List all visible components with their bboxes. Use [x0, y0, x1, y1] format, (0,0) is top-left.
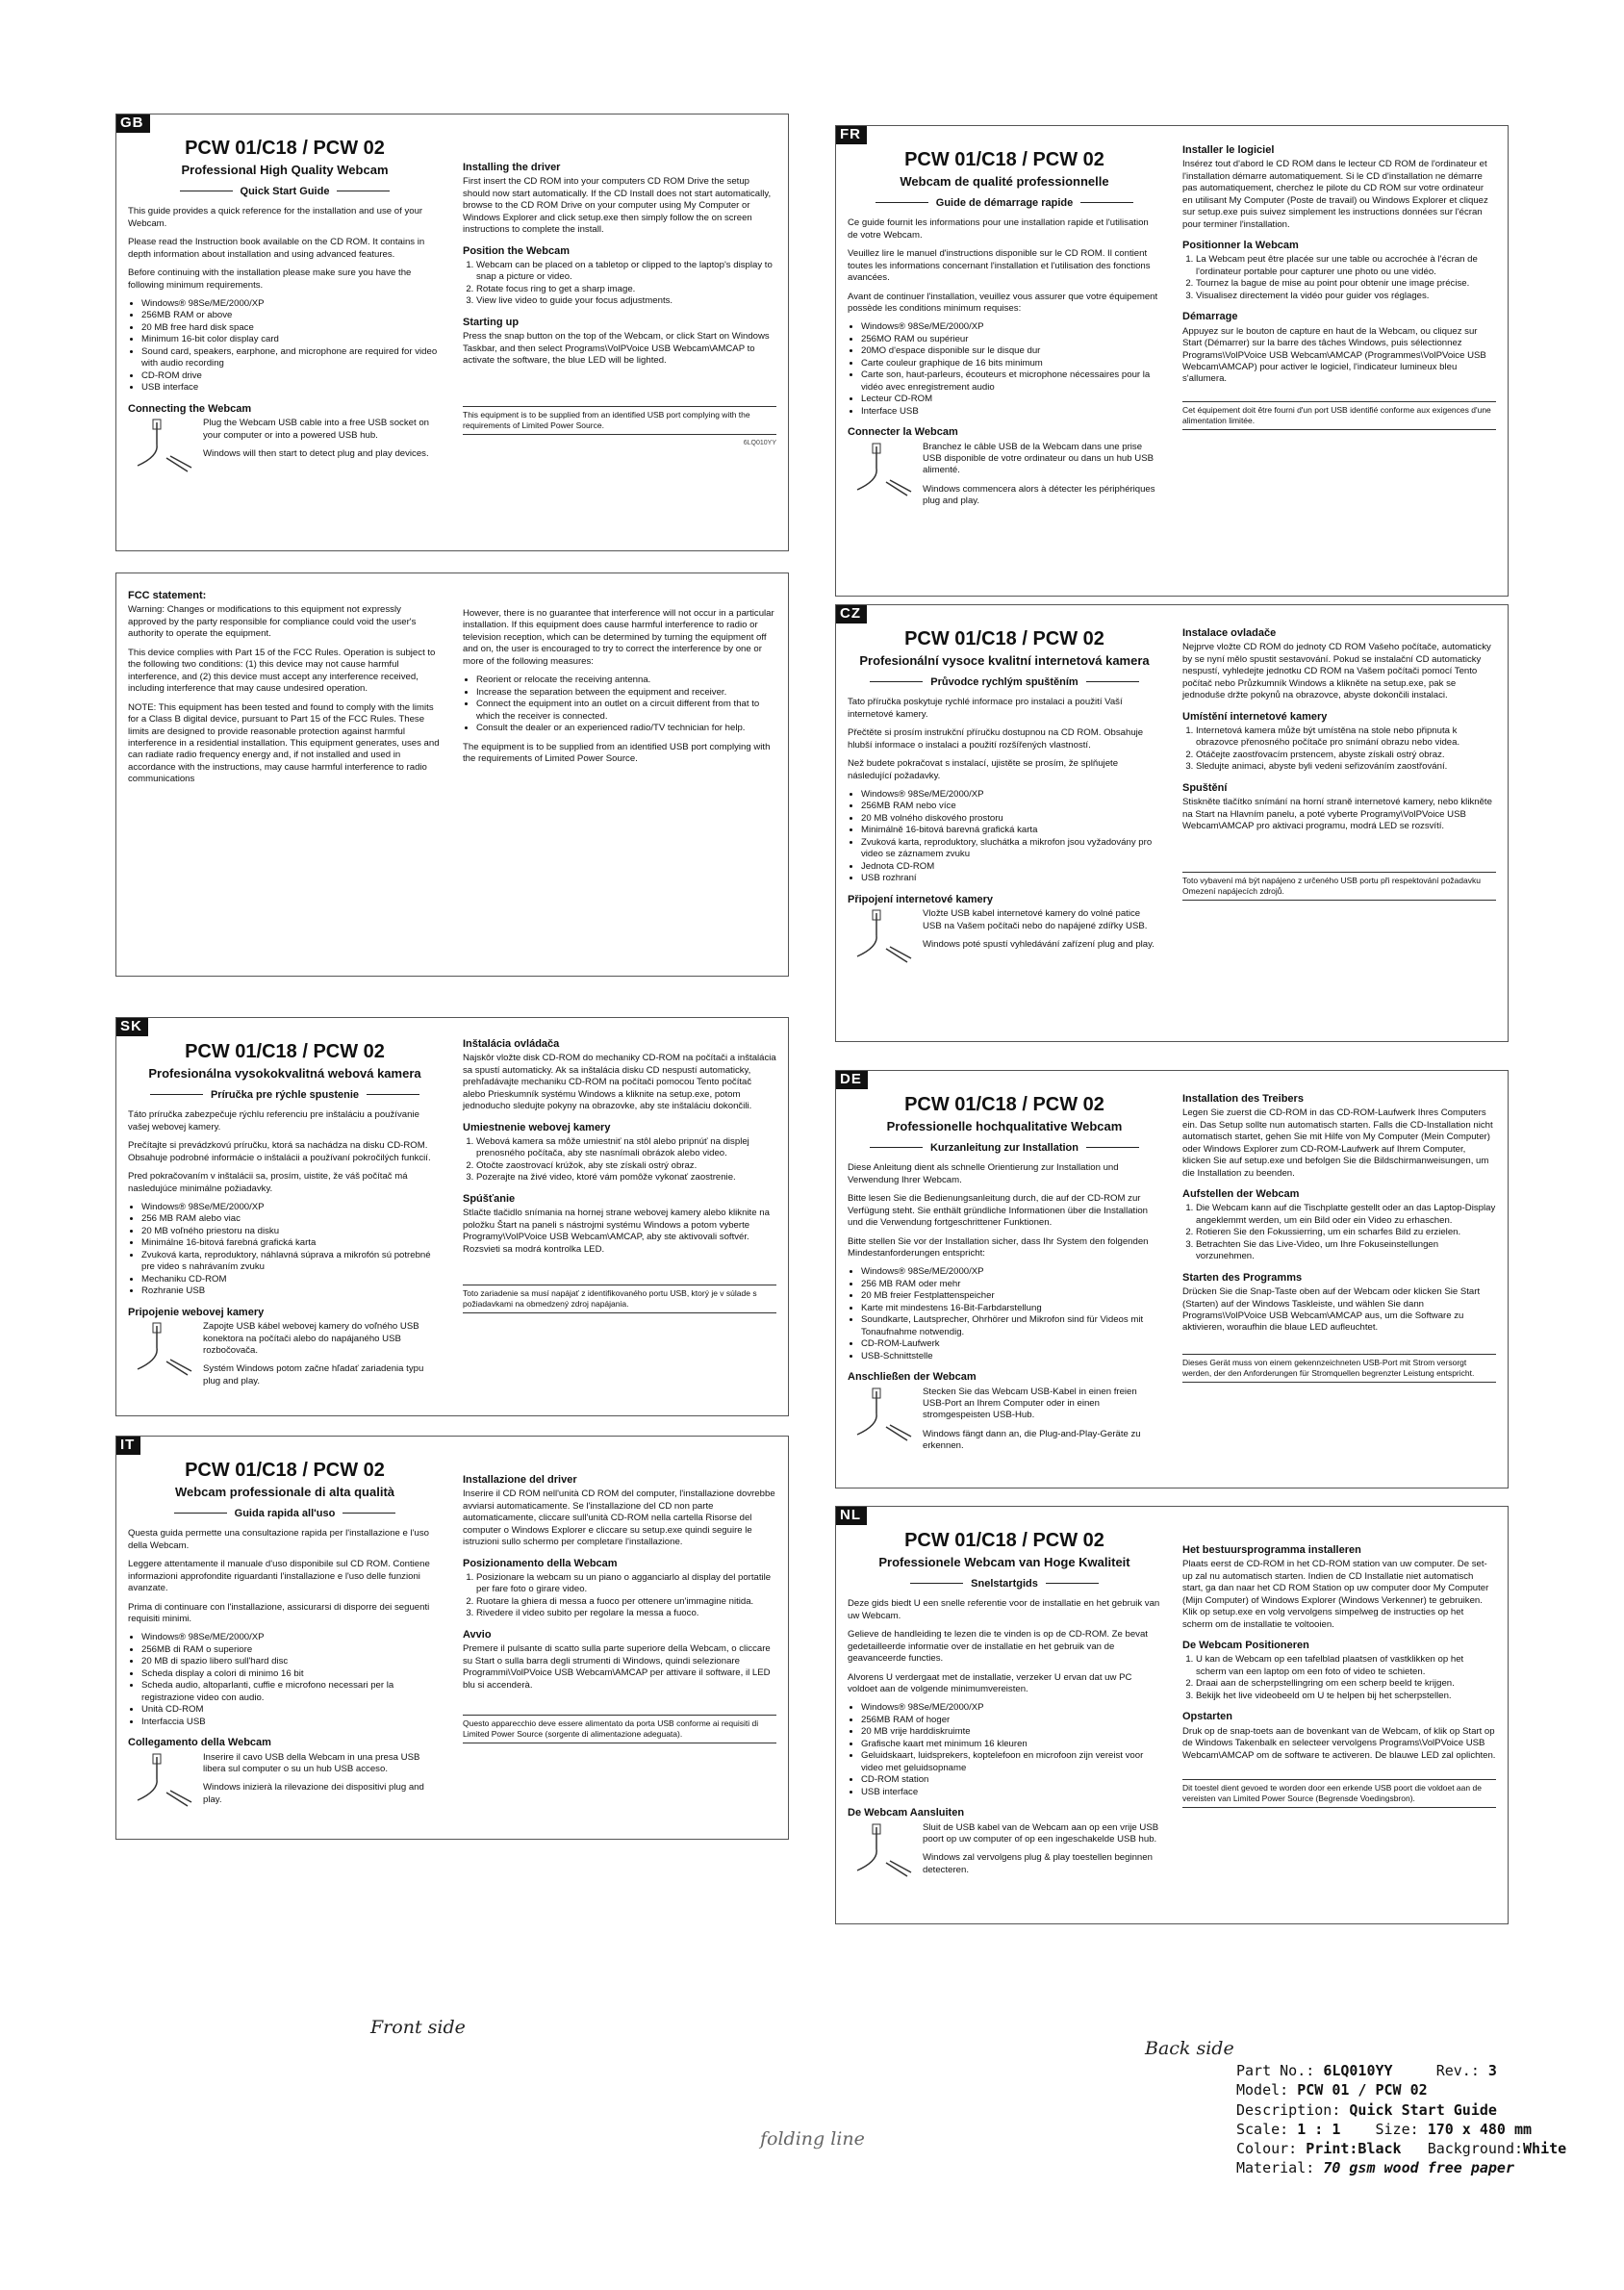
requirements-list — [848, 1266, 1161, 1362]
start-text: Stlačte tlačidlo snímania na hornej strane webovej kamery alebo kliknite na položku Štart na paneli s nástrojmi systému Windows a potom vyberte Programy\VolPVoice USB Webcam\AMCAP, aby ste aktivovali softvér. Rozsvieti sa modrá kontrolka LED. — [463, 1208, 770, 1255]
list-item: • Windows® 98Se/ME/2000/XP — [141, 1632, 442, 1643]
intro-2: Přečtěte si prosím instrukční příručku dostupnou na CD ROM. Obsahuje hlubší informace o instalaci a použití rozšířených vlastností. — [848, 727, 1144, 751]
list-item: • Zvuková karta, reproduktory, náhlavná súprava a mikrofón sú potrebné pre video s nahrávaním zvuku — [141, 1250, 442, 1274]
list-item: • Windows® 98Se/ME/2000/XP — [861, 1702, 1161, 1714]
connect-text-2: Systém Windows potom začne hľadať zariadenia typu plug and play. — [203, 1363, 424, 1387]
list-item: 2. Tournez la bague de mise au point pour obtenir une image précise. — [1196, 278, 1496, 290]
intro-3: Prima di continuare con l'installazione, assicurarsi di disporre dei seguenti requisiti minimi. — [128, 1601, 430, 1624]
folding-line-label: folding line — [760, 2128, 865, 2150]
col-left — [128, 1026, 442, 1408]
list-item: 3. View live video to guide your focus adjustments. — [476, 295, 776, 307]
list-item: • Windows® 98Se/ME/2000/XP — [861, 1266, 1161, 1278]
list-item: • 256MO RAM ou supérieur — [861, 334, 1161, 345]
usb-power-note: Dit toestel dient gevoed te worden door een erkende USB poort die voldoet aan de vereisten van Limited Power Source (Begrensde Voedingsbron). — [1182, 1779, 1496, 1808]
col-left — [848, 613, 1161, 1033]
list-item: • USB-Schnittstelle — [861, 1351, 1161, 1362]
guide-heading: Guide de démarrage rapide — [848, 196, 1161, 210]
fcc-compliance: This device complies with Part 15 of the FCC Rules. Operation is subject to the following two conditions: (1) this device may not cause harmful interference, and (2) this device must accept any interference received, including interference that may cause undesired operation. — [128, 647, 436, 695]
page-title: PCW 01/C18 / PCW 02 — [185, 1041, 385, 1062]
list-item: • Minimálně 16-bitová barevná grafická karta — [861, 825, 1161, 836]
usb-cable-icon — [848, 442, 915, 499]
connect-text-2: Windows inizierà la rilevazione dei dispositivi plug and play. — [203, 1782, 424, 1805]
intro-1: Diese Anleitung dient als schnelle Orientierung zur Installation und Verwendung Ihrer Webcam. — [848, 1162, 1119, 1185]
list-item: • Grafische kaart met minimum 16 kleuren — [861, 1739, 1161, 1750]
list-item: 1. Webová kamera sa môže umiestniť na stôl alebo pripnúť na displej prenosného počítača, aby ste nasnímali obrázok alebo video. — [476, 1136, 776, 1160]
list-item: • 20MO d'espace disponible sur le disque dur — [861, 345, 1161, 357]
usb-power-note: Toto zariadenie sa musí napájať z identifikovaného portu USB, ktorý je v súlade s požiadavkami na obmedzený zdroj napájania. — [463, 1285, 776, 1313]
list-item: • 256 MB RAM alebo viac — [141, 1213, 442, 1225]
list-item: 3. Pozerajte na živé video, ktoré vám pomôže vykonať zaostrenie. — [476, 1172, 776, 1183]
connect-text: Inserire il cavo USB della Webcam in una presa USB libera sul computer o su un hub USB acceso. — [203, 1751, 420, 1774]
intro-2: Bitte lesen Sie die Bedienungsanleitung durch, die auf der CD-ROM zur Verfügung steht. Sie enthält gründliche Informationen über die Installation und die Verwendung fortgeschrittener Funktionen. — [848, 1193, 1149, 1229]
connect-block — [128, 1752, 442, 1814]
connect-text: Vložte USB kabel internetové kamery do volné patice USB na Vašem počítači nebo do napájené zdířky USB. — [923, 908, 1148, 931]
scale-value: 1 : 1 — [1297, 2120, 1341, 2138]
subtitle: Webcam de qualité professionnelle — [900, 174, 1109, 189]
list-item: • Windows® 98Se/ME/2000/XP — [861, 789, 1161, 801]
install-text: Insérez tout d'abord le CD ROM dans le lecteur CD ROM de l'ordinateur et l'installation démarre automatiquement. Si le CD d'installation ne démarre pas automatiquement, cherchez le pilote du CD ROM sur votre ordinateur en utilisant My Computer (Poste de travail) ou Windows Explorer et cliquez sur setup.exe puis suivez simplement les instructions données sur l'écran pour terminer l'installation. — [1182, 159, 1488, 230]
panel-fcc — [115, 572, 789, 977]
col-right — [1182, 613, 1496, 1033]
install-text: Nejprve vložte CD ROM do jednoty CD ROM Vašeho počítače, automaticky by se nyní mělo spustit sestavování. Pokud se instalační CD automaticky nespustí, vyhledejte jednotku CD ROM na Vašem počítači pomocí Tento počítač nebo Průzkumník Windows a klikněte na setup.exe, pak se jednoduše držte pokynů na obrazovce, abyste dokončili instalaci. — [1182, 642, 1491, 701]
position-list — [463, 1136, 776, 1184]
position-list — [463, 1572, 776, 1620]
intro-1: Deze gids biedt U een snelle referentie voor de installatie en het gebruik van uw Webcam. — [848, 1598, 1160, 1621]
list-item: 1. La Webcam peut être placée sur une table ou accrochée à l'écran de l'ordinateur portable pour capturer une photo ou une vidéo. — [1196, 254, 1496, 278]
fcc-warning: Warning: Changes or modifications to this equipment not expressly approved by the party responsible for compliance could void the user's authority to operate the equipment. — [128, 604, 417, 640]
spec-row-scale — [1236, 2120, 1566, 2139]
connect-text-2: Windows zal vervolgens plug & play toestellen beginnen detecteren. — [923, 1852, 1153, 1875]
position-list — [463, 260, 776, 308]
list-item: • Consult the dealer or an experienced radio/TV technician for help. — [476, 723, 776, 734]
connect-block — [848, 442, 1161, 515]
model-value: PCW 01 / PCW 02 — [1297, 2081, 1428, 2099]
list-item: 1. U kan de Webcam op een tafelblad plaatsen of vastklikken op het scherm van een laptop om een foto of video te schieten. — [1196, 1654, 1496, 1678]
list-item: • Unità CD-ROM — [141, 1704, 442, 1716]
section-heading: FCC statement: — [128, 590, 207, 601]
list-item: • 20 MB freier Festplattenspeicher — [861, 1290, 1161, 1302]
install-text: Legen Sie zuerst die CD-ROM in das CD-ROM-Laufwerk Ihres Computers ein. Das Setup sollte nun automatisch starten. Falls die CD-Installation nicht automatisch startet, gehen Sie mit Hilfe von My Computer (Mein Computer) oder Windows Explorer zum CD-ROM-Laufwerk auf Ihrem Computer, klicken Sie auf setup.exe und befolgen Sie die Bildschirmanweisungen, um die Installation zu beenden. — [1182, 1107, 1493, 1179]
panel-sk — [115, 1017, 789, 1416]
section-heading: Démarrage — [1182, 311, 1238, 323]
guide-heading: Príručka pre rýchle spustenie — [128, 1088, 442, 1102]
subtitle: Profesionální vysoce kvalitní internetová kamera — [859, 653, 1150, 668]
intro-2: Leggere attentamente il manuale d'uso disponibile sul CD ROM. Contiene informazioni approfondite riguardanti l'installazione e l'uso delle funzioni avanzate. — [128, 1559, 430, 1594]
fcc-note: NOTE: This equipment has been tested and found to comply with the limits for a Class B digital device, pursuant to Part 15 of the FCC Rules. These limits are designed to provide reasonable protection against harmful interference in a residential installation. This equipment generates, uses and can radiate radio frequency energy and, if not installed and used in accordance with the instructions, may cause harmful interference to radio communications — [128, 701, 440, 785]
desc-value: Quick Start Guide — [1349, 2100, 1497, 2119]
install-text: Najskôr vložte disk CD-ROM do mechaniky CD-ROM na počítači a inštalácia sa spustí automaticky. Ak sa inštalácia disku CD nespustí automaticky, prehľadávajte mechaniku CD-ROM na počítači pomocou Tento počítač alebo Prieskumník systému Windows a kliknite na setup.exe, potom jednoducho sledujte pokyny na obrazovke, aby ste inštaláciu dokončili. — [463, 1053, 776, 1112]
col-left — [128, 1444, 442, 1831]
spec-row-part — [1236, 2061, 1566, 2080]
col-left — [848, 134, 1161, 588]
list-item: • Geluidskaart, luidsprekers, koptelefoon en microfoon zijn vereist voor video met geluidsopname — [861, 1750, 1161, 1774]
col-right — [1182, 1514, 1496, 1916]
section-heading: Het bestuursprogramma installeren — [1182, 1544, 1361, 1556]
panel-de — [835, 1070, 1509, 1488]
list-item: 1. Internetová kamera může být umístěna na stole nebo připnuta k obrazovce přenosného počítače pro snímání obrazu nebo videa. — [1196, 725, 1496, 750]
col-right — [463, 122, 776, 543]
page-title: PCW 01/C18 / PCW 02 — [904, 1094, 1104, 1115]
section-heading: Starten des Programms — [1182, 1271, 1303, 1284]
list-item: • Sound card, speakers, earphone, and microphone are required for video with audio recording — [141, 346, 442, 370]
intro-1: Questa guida permette una consultazione rapida per l'installazione e l'uso della Webcam. — [128, 1528, 429, 1551]
intro-3: Before continuing with the installation please make sure you have the following minimum requirements. — [128, 267, 412, 291]
list-item: 2. Rotate focus ring to get a sharp image. — [476, 284, 776, 295]
section-heading: Připojení internetové kamery — [848, 893, 993, 905]
usb-power-note: Cet équipement doit être fourni d'un port USB identifié conforme aux exigences d'une alimentation limitée. — [1182, 401, 1496, 430]
lang-badge: DE — [835, 1070, 868, 1089]
intro-1: This guide provides a quick reference for the installation and use of your Webcam. — [128, 206, 423, 229]
section-heading: Inštalácia ovládača — [463, 1038, 560, 1050]
section-heading: Anschließen der Webcam — [848, 1371, 977, 1384]
usb-cable-icon — [128, 418, 195, 475]
connect-text-2: Windows commencera alors à détecter les périphériques plug and play. — [923, 483, 1155, 507]
section-heading: Umístění internetové kamery — [1182, 710, 1328, 723]
connect-text-2: Windows poté spustí vyhledávání zařízení plug and play. — [923, 938, 1155, 950]
connect-block — [128, 1321, 442, 1394]
back-side-label: Back side — [1145, 2038, 1234, 2059]
list-item: 3. Sledujte animaci, abyste byli vedeni seřizováním zaostřování. — [1196, 761, 1496, 773]
page-title: PCW 01/C18 / PCW 02 — [904, 1530, 1104, 1551]
col-left — [128, 581, 442, 968]
section-heading: Posizionamento della Webcam — [463, 1557, 618, 1569]
usb-cable-icon — [128, 1752, 195, 1810]
list-item: 2. Ruotare la ghiera di messa a fuoco per ottenere un'immagine nitida. — [476, 1596, 776, 1608]
list-item: • Interface USB — [861, 406, 1161, 418]
list-item: • Minimálne 16-bitová farebná grafická karta — [141, 1237, 442, 1249]
intro-2: Prečítajte si prevádzkovú príručku, ktorá sa nachádza na disku CD-ROM. Obsahuje podrobné informácie o inštalácii a používaní pokročilých funkcií. — [128, 1140, 431, 1163]
usb-cable-icon — [128, 1321, 195, 1379]
section-heading: Collegamento della Webcam — [128, 1737, 271, 1749]
list-item: 3. Bekijk het live videobeeld om U te helpen bij het scherpstellen. — [1196, 1691, 1496, 1702]
intro-3: Avant de continuer l'installation, veuillez vous assurer que votre équipement possède les conditions minimum requises: — [848, 291, 1158, 314]
start-text: Premere il pulsante di scatto sulla parte superiore della Webcam, o cliccare su Start o sulla barra degli strumenti di Windows, quindi selezionare Programmi\VolPVoice USB Webcam\AMCAP per attivare il software, il LED blu si accenderà. — [463, 1643, 771, 1691]
requirements-list — [848, 321, 1161, 418]
scale-label: Scale: — [1236, 2120, 1289, 2138]
list-item: • USB rozhraní — [861, 873, 1161, 884]
usb-power-note: This equipment is to be supplied from an identified USB port complying with the requirements of Limited Power Source. — [463, 406, 776, 435]
fcc-guarantee: However, there is no guarantee that interference will not occur in a particular installation. If this equipment does cause harmful interference to radio or television reception, which can be determined by turning the equipment off and on, the user is encouraged to try to correct the interference by one or more of the following measures: — [463, 608, 774, 667]
section-heading: Position the Webcam — [463, 244, 571, 257]
part-value: 6LQ010YY — [1323, 2062, 1393, 2079]
list-item: 2. Rotieren Sie den Fokussierring, um ein scharfes Bild zu erzielen. — [1196, 1227, 1496, 1238]
desc-label: Description: — [1236, 2100, 1341, 2119]
size-label: Size: — [1375, 2120, 1419, 2138]
section-heading: Umiestnenie webovej kamery — [463, 1121, 611, 1133]
spec-row-material — [1236, 2158, 1566, 2177]
colour-label: Colour: — [1236, 2140, 1298, 2157]
list-item: • Rozhranie USB — [141, 1285, 442, 1297]
list-item: 2. Otáčejte zaostřovacím prstencem, abyste získali ostrý obraz. — [1196, 750, 1496, 761]
start-text: Druk op de snap-toets aan de bovenkant van de Webcam, of klik op Start op de Windows Takenbalk en selecteer vervolgens Programs\VolPVoice USB Webcam\AMCAP om de software te activeren. De blauwe LED zal oplichten. — [1182, 1725, 1496, 1761]
spec-row-model — [1236, 2080, 1566, 2099]
section-heading: Spúšťanie — [463, 1192, 516, 1205]
list-item: • 20 MB volného diskového prostoru — [861, 813, 1161, 825]
section-heading: Opstarten — [1182, 1711, 1232, 1723]
list-item: • CD-ROM drive — [141, 370, 442, 382]
connect-block — [848, 908, 1161, 966]
list-item: • 20 MB voľného priestoru na disku — [141, 1226, 442, 1237]
background-label: Background: — [1427, 2140, 1524, 2157]
section-heading: De Webcam Aansluiten — [848, 1807, 965, 1819]
intro-3: Bitte stellen Sie vor der Installation sicher, dass Ihr System den folgenden Mindestanforderungen entspricht: — [848, 1235, 1149, 1259]
subtitle: Profesionálna vysokokvalitná webová kamera — [148, 1066, 421, 1081]
section-heading: Avvio — [463, 1628, 492, 1641]
intro-3: Pred pokračovaním v inštalácii sa, prosím, uistite, že váš počítač má nasledujúce minimálne požiadavky. — [128, 1171, 408, 1194]
intro-1: Táto príručka zabezpečuje rýchlu referenciu pre inštaláciu a používanie vašej webovej kamery. — [128, 1109, 419, 1132]
page-title: PCW 01/C18 / PCW 02 — [904, 628, 1104, 649]
connect-text: Branchez le câble USB de la Webcam dans une prise USB disponible de votre ordinateur ou dans un hub USB alimenté. — [923, 441, 1154, 476]
lang-badge: SK — [115, 1017, 148, 1036]
list-item: 3. Visualisez directement la vidéo pour guider vos réglages. — [1196, 291, 1496, 302]
section-heading: Instalace ovladače — [1182, 627, 1277, 639]
page-title: PCW 01/C18 / PCW 02 — [185, 1460, 385, 1481]
connect-block — [848, 1822, 1161, 1884]
lang-badge: FR — [835, 125, 867, 144]
col-right — [1182, 134, 1496, 588]
guide-heading: Snelstartgids — [848, 1577, 1161, 1590]
list-item: • Scheda display a colori di minimo 16 bit — [141, 1668, 442, 1680]
usb-cable-icon — [848, 1822, 915, 1880]
section-heading: Installation des Treibers — [1182, 1093, 1304, 1105]
lang-badge: GB — [115, 114, 150, 133]
list-item: • CD-ROM-Laufwerk — [861, 1338, 1161, 1350]
fcc-measures — [463, 674, 776, 734]
list-item: • 20 MB free hard disk space — [141, 322, 442, 334]
requirements-list — [848, 789, 1161, 885]
guide-heading: Guida rapida all'uso — [128, 1507, 442, 1520]
usb-power-note: Questo apparecchio deve essere alimentato da porta USB conforme ai requisiti di Limited Power Source (sorgente di alimentazione adeguata). — [463, 1715, 776, 1743]
panel-gb — [115, 114, 789, 551]
list-item: • Minimum 16-bit color display card — [141, 334, 442, 345]
subtitle: Professionele Webcam van Hoge Kwaliteit — [878, 1555, 1130, 1569]
col-left — [848, 1079, 1161, 1480]
col-right — [463, 581, 776, 968]
panel-nl — [835, 1506, 1509, 1924]
section-heading: Pripojenie webovej kamery — [128, 1306, 265, 1318]
lang-badge: IT — [115, 1436, 140, 1455]
col-right — [463, 1026, 776, 1408]
col-right — [1182, 1079, 1496, 1480]
part-label: Part No.: — [1236, 2062, 1315, 2079]
section-heading: De Webcam Positioneren — [1182, 1640, 1309, 1652]
guide-heading: Průvodce rychlým spuštěním — [848, 675, 1161, 689]
list-item: • 256MB RAM of hoger — [861, 1715, 1161, 1726]
connect-text-2: Windows will then start to detect plug and play devices. — [203, 447, 429, 459]
list-item: • Increase the separation between the equipment and receiver. — [476, 687, 776, 699]
panel-fr — [835, 125, 1509, 597]
list-item: • Carte son, haut-parleurs, écouteurs et microphone nécessaires pour la vidéo avec enregistrement audio — [861, 369, 1161, 394]
start-text: Press the snap button on the top of the Webcam, or click Start on Windows Taskbar, and then select Programs\VolPVoice USB Webcam\AMCAP to activate the software, the blue LED will be lighted. — [463, 331, 770, 367]
position-list — [1182, 1203, 1496, 1262]
list-item: • 20 MB di spazio libero sull'hard disc — [141, 1656, 442, 1667]
list-item: • Carte couleur graphique de 16 bits minimum — [861, 358, 1161, 369]
list-item: • 256MB RAM nebo více — [861, 801, 1161, 812]
requirements-list — [128, 1202, 442, 1298]
section-heading: Starting up — [463, 316, 520, 328]
connect-text: Stecken Sie das Webcam USB-Kabel in einen freien USB-Port an Ihrem Computer oder in einen stromgespeisten USB-Hub. — [923, 1386, 1137, 1421]
section-heading: Positionner la Webcam — [1182, 240, 1299, 252]
material-value: 70 gsm wood free paper — [1323, 2159, 1514, 2177]
spec-block — [1236, 2061, 1566, 2178]
usb-power-note: Toto vybavení má být napájeno z určeného USB portu při respektování požadavku Omezení napájecích zdrojů. — [1182, 872, 1496, 901]
connect-text: Sluit de USB kabel van de Webcam aan op een vrije USB poort op uw computer of op een ingeschakelde USB hub. — [923, 1821, 1159, 1845]
list-item: • 20 MB vrije harddiskruimte — [861, 1726, 1161, 1738]
list-item: • Zvuková karta, reproduktory, sluchátka a mikrofon jsou vyžadovány pro video se záznamem zvuku — [861, 837, 1161, 861]
requirements-list — [848, 1702, 1161, 1798]
intro-3: Alvorens U verdergaat met de installatie, verzeker U ervan dat uw PC voldoet aan de volgende minimumvereisten. — [848, 1671, 1132, 1694]
list-item: 1. Posizionare la webcam su un piano o agganciarlo al display del portatile per fare foto o girare video. — [476, 1572, 776, 1596]
requirements-list — [128, 1632, 442, 1728]
subtitle: Professionelle hochqualitative Webcam — [886, 1119, 1123, 1133]
list-item: 1. Webcam can be placed on a tabletop or clipped to the laptop's display to snap a picture or video. — [476, 260, 776, 284]
list-item: • Reorient or relocate the receiving antenna. — [476, 674, 776, 686]
list-item: • Windows® 98Se/ME/2000/XP — [141, 1202, 442, 1213]
start-text: Stiskněte tlačítko snímání na horní straně internetové kamery, nebo klikněte na Start na Hlavním panelu, a poté vyberte Programy\VolPVoice USB Webcam\AMCAP pro aktivaci programu, modrá LED se rozsvítí. — [1182, 797, 1492, 832]
intro-1: Ce guide fournit les informations pour une installation rapide et l'utilisation de votre Webcam. — [848, 217, 1149, 241]
section-heading: Connecting the Webcam — [128, 402, 252, 415]
spec-row-colour — [1236, 2139, 1566, 2158]
connect-text: Zapojte USB kábel webovej kamery do voľného USB konektora na počítači alebo do napájaného USB rozbočovača. — [203, 1321, 419, 1356]
list-item: • Interfaccia USB — [141, 1717, 442, 1728]
intro-3: Než budete pokračovat s instalací, ujistěte se prosím, že splňujete následující požadavky. — [848, 758, 1119, 781]
rev-value: 3 — [1487, 2062, 1497, 2079]
page-title: PCW 01/C18 / PCW 02 — [904, 149, 1104, 170]
intro-2: Please read the Instruction book available on the CD ROM. It contains in depth information about installation and using advanced features. — [128, 237, 425, 260]
usb-cable-icon — [848, 1387, 915, 1444]
lang-badge: CZ — [835, 604, 867, 623]
list-item: 2. Otočte zaostrovací krúžok, aby ste získali ostrý obraz. — [476, 1160, 776, 1172]
section-heading: Installer le logiciel — [1182, 144, 1275, 156]
list-item: 3. Rivedere il video subito per regolare la messa a fuoco. — [476, 1608, 776, 1619]
col-right — [463, 1444, 776, 1831]
start-text: Drücken Sie die Snap-Taste oben auf der Webcam oder klicken Sie Start (Starten) auf der Windows Taskleiste, und wählen Sie dann Programs\VolPVoice USB Webcam\AMCAP aus, um die Software zu aktivieren, woraufhin die blaue LED aufleuchtet. — [1182, 1286, 1481, 1334]
section-heading: Installazione del driver — [463, 1474, 577, 1486]
col-left — [128, 122, 442, 543]
colour-value: Print:Black — [1306, 2140, 1402, 2157]
list-item: • Windows® 98Se/ME/2000/XP — [141, 298, 442, 310]
connect-block — [848, 1387, 1161, 1460]
page-title: PCW 01/C18 / PCW 02 — [185, 138, 385, 159]
lang-badge: NL — [835, 1506, 867, 1525]
list-item: • Scheda audio, altoparlanti, cuffie e microfono necessari per la registrazione video con audio. — [141, 1680, 442, 1704]
list-item: 1. Die Webcam kann auf die Tischplatte gestellt oder an das Laptop-Display angeklemmt werden, um ein Bild oder ein Video zu erhaschen. — [1196, 1203, 1496, 1227]
list-item: • Mechaniku CD-ROM — [141, 1274, 442, 1285]
fcc-power: The equipment is to be supplied from an identified USB port complying with the requirements of Limited Power Source. — [463, 741, 771, 765]
front-side-label: Front side — [370, 2017, 466, 2038]
panel-it — [115, 1436, 789, 1840]
usb-cable-icon — [848, 908, 915, 966]
list-item: 3. Betrachten Sie das Live-Video, um Ihre Fokuseinstellungen vorzunehmen. — [1196, 1239, 1496, 1263]
usb-power-note: Dieses Gerät muss von einem gekennzeichneten USB-Port mit Strom versorgt werden, der den Anforderungen für Stromquellen begrenzter Leistung entspricht. — [1182, 1354, 1496, 1383]
position-list — [1182, 254, 1496, 302]
install-text: Plaats eerst de CD-ROM in het CD-ROM station van uw computer. De set-up zal nu automatisch starten. Indien de CD Installatie niet automatisch start, ga dan naar het CD ROM Station op uw computer door My Computer (Mijn Computer) of Windows Explorer (Windows Verkenner) te gebruiken. Klik op setup.exe en volg vervolgens simpelweg de instructies op het scherm om de installatie te voltooien. — [1182, 1559, 1489, 1630]
list-item: 2. Draai aan de scherpstellingring om een scherp beeld te krijgen. — [1196, 1678, 1496, 1690]
install-text: First insert the CD ROM into your computers CD ROM Drive the setup should now start automatically. If the CD Install does not start automatically, browse to the CD ROM Drive on your computer using My Computer or Windows Explorer and click setup.exe then simply follow the on screen instructions to complete the install. — [463, 176, 772, 236]
section-heading: Connecter la Webcam — [848, 426, 958, 439]
list-item: • Jednota CD-ROM — [861, 861, 1161, 873]
position-list — [1182, 725, 1496, 774]
list-item: • 256 MB RAM oder mehr — [861, 1279, 1161, 1290]
list-item: • Connect the equipment into an outlet on a circuit different from that to which the receiver is connected. — [476, 699, 776, 723]
size-value: 170 x 480 mm — [1427, 2120, 1533, 2138]
panel-cz — [835, 604, 1509, 1042]
list-item: • Soundkarte, Lautsprecher, Ohrhörer und Mikrofon sind für Videos mit Tonaufnahme notwendig. — [861, 1314, 1161, 1338]
section-heading: Aufstellen der Webcam — [1182, 1188, 1300, 1201]
section-heading: Installing the driver — [463, 162, 561, 173]
list-item: • Karte mit mindestens 16-Bit-Farbdarstellung — [861, 1303, 1161, 1314]
list-item: • CD-ROM station — [861, 1774, 1161, 1786]
background-value: White — [1523, 2140, 1567, 2157]
intro-2: Veuillez lire le manuel d'instructions disponible sur le CD ROM. Il contient toutes les informations concernant l'installation et l'utilisation des fonctions avancées. — [848, 248, 1151, 284]
section-heading: Spuštění — [1182, 781, 1228, 794]
material-label: Material: — [1236, 2159, 1315, 2177]
position-list — [1182, 1654, 1496, 1702]
intro-1: Tato příručka poskytuje rychlé informace pro instalaci a použití Vaší internetové kamery. — [848, 697, 1123, 720]
subtitle: Webcam professionale di alta qualità — [174, 1485, 395, 1499]
guide-heading: Kurzanleitung zur Installation — [848, 1141, 1161, 1155]
connect-block — [128, 418, 442, 475]
list-item: • USB interface — [861, 1787, 1161, 1798]
list-item: • Lecteur CD-ROM — [861, 394, 1161, 405]
list-item: • Windows® 98Se/ME/2000/XP — [861, 321, 1161, 333]
subtitle: Professional High Quality Webcam — [181, 163, 389, 177]
model-label: Model: — [1236, 2081, 1289, 2099]
rev-label: Rev.: — [1435, 2062, 1480, 2079]
spec-row-desc — [1236, 2100, 1566, 2120]
requirements-list — [128, 298, 442, 394]
col-left — [848, 1514, 1161, 1916]
list-item: • USB interface — [141, 382, 442, 394]
intro-2: Gelieve de handleiding te lezen die te vinden is op de CD-ROM. Ze bevat gedetailleerde informatie over de installatie en het gebruik van de geavanceerde functies. — [848, 1629, 1148, 1665]
connect-text: Plug the Webcam USB cable into a free USB socket on your computer or into a powered USB hub. — [203, 418, 429, 441]
connect-text-2: Windows fängt dann an, die Plug-and-Play-Geräte zu erkennen. — [923, 1428, 1141, 1452]
install-text: Inserire il CD ROM nell'unità CD ROM del computer, l'installazione dovrebbe avviarsi automaticamente. Se l'installazione del CD non parte automaticamente, cliccare sull'unità CD-ROM nella cartella Risorse del computer o Windows Explorer e cliccare su setup.exe quindi seguire le istruzioni sullo schermo per completare l'installazione. — [463, 1488, 775, 1548]
start-text: Appuyez sur le bouton de capture en haut de la Webcam, ou cliquez sur Start (Démarrer) sur la barre des tâches Windows, puis sélectionnez Programs\VolPVoice USB Webcam\AMCAP (Programmes\VolPVoice USB Webcam\AMCAP) pour activer le logiciel, l'indicateur lumineux bleu s'allumera. — [1182, 325, 1486, 385]
list-item: • 256MB RAM or above — [141, 310, 442, 321]
list-item: • 256MB di RAM o superiore — [141, 1644, 442, 1656]
part-code: 6LQ010YY — [743, 439, 776, 446]
guide-heading: Quick Start Guide — [128, 185, 442, 198]
